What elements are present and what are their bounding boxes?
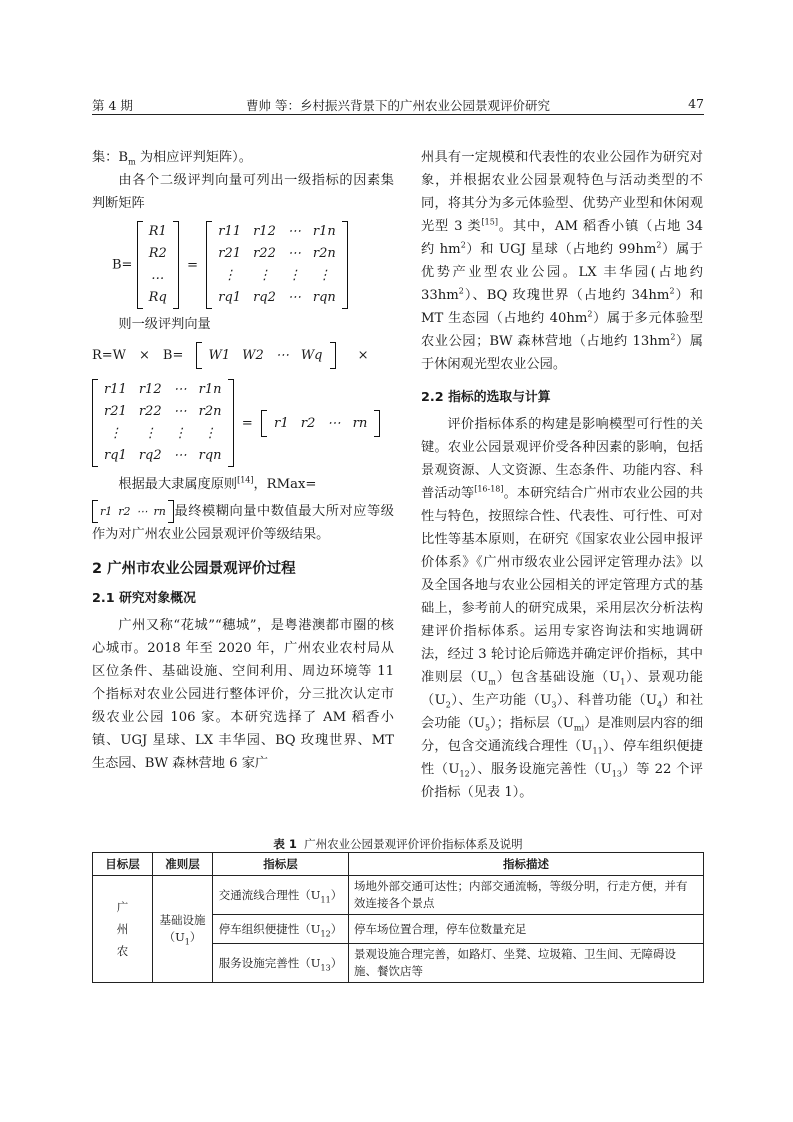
- header-rule: [92, 114, 704, 115]
- subsection-heading: 2.1 研究对象概况: [92, 591, 196, 606]
- section-heading: 2 广州市农业公园景观评价过程: [92, 561, 296, 577]
- paragraph: 评价指标体系的构建是影响模型可行性的关键。农业公园景观评价受各种因素的影响，包括景观资源、人文资源、生态条件、功能内容、科普活动等[16-18]。本研究结合广州市农业公园的共性与特色，按照综合性、代表性、可行性、可对比性等基本原则，在研究《国家农业公园申报评价体系》《广州市级农业公园评定管理办法》以及全国各地与农业公园相关的评定管理方式的基础上，参考前人的研究成果，采用层次分析法构建评价指标体系。运用专家咨询法和实地调研法，经过 3 轮讨论后筛选并确定评价指标，其中准则层$(U_m)$包含基础设施$(U_1)$、景观功能$(U_2)$、生产功能$(U_3)$、科普功能$(U_4)$和社会功能$(U_5)$；指标层$(U_{mi})$是准则层内容的细分，包含交通流线合理性$(U_{11})$、停车组织便捷性$(U_{12})$、服务设施完善性$(U_{13})$等 22 个评价指标（见表 1）。: [421, 417, 704, 800]
- table-header: 准则层: [153, 853, 213, 876]
- paragraph: 州具有一定规模和代表性的农业公园作为研究对象，并根据农业公园景观特色与活动类型的不同，将其分为多元体验型、优势产业型和休闲观光型 3 类[15]。其中，AM 稻香小镇（占地 34 约 $hm^2$）和 UGJ 星球（占地约 $99hm^2$）属于优势产业型农业公园。LX 丰华园(占地约 $33hm^2$）、BQ 玫瑰世界（占地约 $34hm^2$）和 MT 生态园（占地约 $40hm^2$）属于多元体验型农业公园；BW 森林营地（占地约 $13hm^2$）属于休闲观光型农业公园。: [421, 150, 703, 372]
- table-header: 目标层: [93, 853, 153, 876]
- matrix-r-equation: r11 r12 ⋯ r1n r21 r22 ⋯ r2n ⋮ ⋮ ⋮ ⋮ rq1 rq2 ⋯ rqn = r1 r2 ⋯ rn: [92, 379, 394, 467]
- paragraph: 集：$B_m$ 为相应评判矩阵）。: [92, 150, 252, 167]
- paragraph: 由各个二级评判向量可列出一级指标的因素集判断矩阵: [92, 173, 394, 211]
- target-cell: 广 州 农: [93, 876, 153, 983]
- equation-r: R=W × B= W1 W2 ⋯ Wq ×: [92, 342, 394, 369]
- matrix-r: r11 r12 ⋯ r1n r21 r22 ⋯ r2n ⋮ ⋮ ⋮ ⋮ rq1 rq2 ⋯ rqn: [92, 379, 234, 467]
- page-number: 47: [688, 96, 704, 111]
- indicator-cell: 服务设施完善性$(U_{13})$: [213, 944, 349, 983]
- matrix-r-column: R1 R2 … Rq: [137, 221, 179, 309]
- indicator-cell: 交通流线合理性$(U_{11})$: [213, 876, 349, 915]
- description-cell: 场地外部交通可达性；内部交通流畅，等级分明，行走方便，并有效连接各个景点: [349, 876, 704, 915]
- running-title: 曹帅 等：乡村振兴背景下的广州农业公园景观评价研究: [246, 98, 550, 113]
- table-header: 指标层: [213, 853, 349, 876]
- table-row: [93, 876, 704, 915]
- paragraph: 根据最大隶属度原则[14]，RMax=: [118, 475, 317, 492]
- matrix-b: r11 r12 ⋯ r1n r21 r22 ⋯ r2n ⋮ ⋮ ⋮ ⋮ rq1 rq2 ⋯ rqn: [206, 221, 348, 309]
- table-header-row: [93, 853, 704, 876]
- matrix-b-equation: B= R1 R2 … Rq = r11 r12 ⋯ r1n r21 r22 ⋯ r2n ⋮ ⋮ ⋮ ⋮ rq1 rq2 ⋯ rqn: [112, 221, 394, 309]
- rmax-vector: r1 r2 ⋯ rn: [92, 500, 174, 523]
- left-column: [92, 146, 394, 775]
- description-cell: 停车场位置合理，停车位数量充足: [349, 915, 704, 944]
- issue-label: 第 4 期: [92, 98, 133, 113]
- subsection-heading: 2.2 指标的选取与计算: [421, 390, 551, 405]
- indicator-cell: 停车组织便捷性$(U_{12})$: [213, 915, 349, 944]
- table-caption: 表 1 广州农业公园景观评价评价指标体系及说明: [273, 837, 523, 851]
- paragraph: 则一级评判向量: [118, 317, 211, 332]
- indicator-table: [92, 852, 704, 983]
- w-vector: W1 W2 ⋯ Wq: [196, 342, 336, 369]
- criterion-cell: 基础设施$(U_1)$: [153, 876, 213, 983]
- table-header: 指标描述: [349, 853, 704, 876]
- result-vector: r1 r2 ⋯ rn: [261, 410, 380, 437]
- paragraph: r1 r2 ⋯ rn 最终模糊向量中数值最大所对应等级作为对广州农业公园景观评价等级结果。: [92, 500, 394, 546]
- description-cell: 景观设施合理完善，如路灯、坐凳、垃圾箱、卫生间、无障碍设施、餐饮店等: [349, 944, 704, 983]
- paragraph: 广州又称“花城”“穗城”，是粤港澳都市圈的核心城市。2018 年至 2020 年，广州农业农村局从区位条件、基础设施、空间利用、周边环境等 11 个指标对农业公园进行整体评价，分三批次认定市级农业公园 106 家。本研究选择了 AM 稻香小镇、UGJ 星球、LX 丰华园、BQ 玫瑰世界、MT 生态园、BW 森林营地 6 家广: [92, 618, 394, 771]
- right-column: [421, 146, 703, 804]
- running-header: [92, 96, 704, 114]
